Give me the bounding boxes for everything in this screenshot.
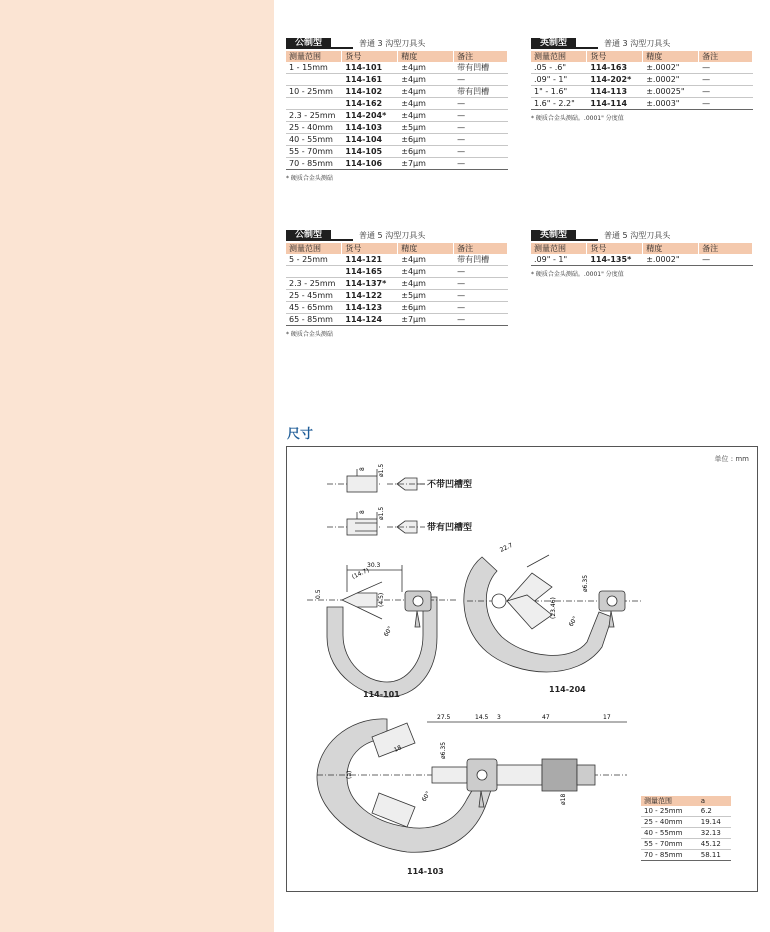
type-tag: 公制型	[286, 230, 331, 241]
a-dimension-table	[641, 796, 731, 861]
code-cell: 114-123	[342, 302, 398, 314]
divider	[576, 239, 598, 241]
table-row	[286, 122, 508, 134]
remark-cell: —	[454, 74, 508, 86]
range-cell	[286, 74, 342, 86]
dim-label: (14.7)	[350, 566, 371, 581]
a-value-cell: 6.2	[698, 806, 731, 817]
type-tag: 英制型	[531, 38, 576, 49]
accuracy-cell: ±4μm	[398, 98, 454, 110]
accuracy-cell: ±4μm	[398, 86, 454, 98]
accuracy-cell: ±.0002"	[643, 74, 699, 86]
accuracy-cell: ±4μm	[398, 74, 454, 86]
range-cell: 45 - 65mm	[286, 302, 342, 314]
column-header: a	[698, 796, 731, 806]
code-cell: 114-121	[342, 254, 398, 266]
column-header: 备注	[454, 51, 508, 62]
range-cell: 25 - 40mm	[641, 817, 698, 828]
code-cell: 114-104	[342, 134, 398, 146]
type-tag: 公制型	[286, 38, 331, 49]
range-cell: 40 - 55mm	[286, 134, 342, 146]
remark-cell: —	[454, 98, 508, 110]
a-value-cell: 45.12	[698, 839, 731, 850]
remark-cell: 带有凹槽	[454, 254, 508, 266]
model-label: 114-101	[363, 690, 400, 699]
table-header-row	[286, 243, 508, 254]
column-header: 测量范围	[641, 796, 698, 806]
dim-label: 30.3	[367, 562, 381, 569]
range-cell: 65 - 85mm	[286, 314, 342, 326]
a-value-cell: 32.13	[698, 828, 731, 839]
a-value-cell: 58.11	[698, 850, 731, 861]
anvil-groove-icon	[327, 512, 425, 535]
table-row	[531, 74, 753, 86]
accuracy-cell: ±6μm	[398, 134, 454, 146]
a-value-cell: 19.14	[698, 817, 731, 828]
range-cell: .09" - 1"	[531, 74, 587, 86]
no-groove-label: 不带凹槽型	[427, 480, 473, 490]
remark-cell: —	[699, 74, 753, 86]
column-header: 测量范围	[531, 51, 587, 62]
code-cell: 114-102	[342, 86, 398, 98]
range-cell: 10 - 25mm	[286, 86, 342, 98]
dim-label: 14.5	[475, 714, 489, 721]
remark-cell: —	[454, 134, 508, 146]
dim-label: 60°	[567, 615, 580, 628]
range-cell: 10 - 25mm	[641, 806, 698, 817]
range-cell: 70 - 85mm	[641, 850, 698, 861]
table-subtitle: 普通 5 沟型刀具头	[359, 231, 426, 240]
table-header-row	[641, 796, 731, 806]
remark-cell: —	[454, 146, 508, 158]
column-header: 测量范围	[286, 243, 342, 254]
table-header-row	[531, 243, 753, 254]
range-cell: 2.3 - 25mm	[286, 110, 342, 122]
accuracy-cell: ±.00025"	[643, 86, 699, 98]
column-header: 精度	[398, 243, 454, 254]
metric-5-flute-block	[286, 230, 508, 338]
table-row	[641, 806, 731, 817]
dim-label: 17	[603, 714, 611, 721]
range-cell: 2.3 - 25mm	[286, 278, 342, 290]
column-header: 货号	[587, 51, 643, 62]
metric-3-flute-block	[286, 38, 508, 182]
groove-label: 带有凹槽型	[427, 523, 473, 533]
range-cell: 1 - 15mm	[286, 62, 342, 74]
divider	[576, 47, 598, 49]
remark-cell: 带有凹槽	[454, 86, 508, 98]
code-cell: 114-113	[587, 86, 643, 98]
table-subtitle: 普通 3 沟型刀具头	[604, 39, 671, 48]
accuracy-cell: ±7μm	[398, 158, 454, 170]
table-row	[286, 134, 508, 146]
table-row	[531, 254, 753, 266]
table-row	[286, 62, 508, 74]
model-label: 114-103	[407, 867, 444, 876]
code-cell: 114-137*	[342, 278, 398, 290]
range-cell: 5 - 25mm	[286, 254, 342, 266]
table-row	[641, 817, 731, 828]
accuracy-cell: ±5μm	[398, 290, 454, 302]
dim-label: (23.46)	[550, 597, 557, 619]
table-row	[286, 278, 508, 290]
table-row	[286, 266, 508, 278]
dim-label: 8	[359, 467, 366, 471]
column-header: 货号	[342, 243, 398, 254]
code-cell: 114-103	[342, 122, 398, 134]
inch-5-flute-block	[531, 230, 753, 278]
code-cell: 114-165	[342, 266, 398, 278]
table-subtitle: 普通 5 沟型刀具头	[604, 231, 671, 240]
remark-cell: —	[454, 110, 508, 122]
column-header: 测量范围	[286, 51, 342, 62]
column-header: 精度	[643, 243, 699, 254]
accuracy-cell: ±4μm	[398, 110, 454, 122]
table-row	[286, 110, 508, 122]
code-cell: 114-101	[342, 62, 398, 74]
dim-label: 18	[392, 744, 403, 754]
accuracy-cell: ±.0002"	[643, 254, 699, 266]
type-tag: 英制型	[531, 230, 576, 241]
accuracy-cell: ±4μm	[398, 278, 454, 290]
table-header-row	[286, 51, 508, 62]
remark-cell: —	[454, 278, 508, 290]
table-footnote: * 硬质合金头测砧。.0001" 分度值	[531, 115, 624, 122]
range-cell: 1" - 1.6"	[531, 86, 587, 98]
column-header: 备注	[454, 243, 508, 254]
micrometer-114-103-icon	[317, 719, 627, 852]
dim-label: 27.5	[437, 714, 451, 721]
column-header: 精度	[643, 51, 699, 62]
accuracy-cell: ±6μm	[398, 302, 454, 314]
range-cell: .05 - .6"	[531, 62, 587, 74]
table-row	[641, 839, 731, 850]
column-header: 备注	[699, 51, 753, 62]
remark-cell: —	[454, 122, 508, 134]
remark-cell: —	[454, 290, 508, 302]
table-row	[641, 850, 731, 861]
remark-cell: —	[699, 254, 753, 266]
accuracy-cell: ±4μm	[398, 62, 454, 74]
dim-label: (4.5)	[378, 592, 385, 607]
table-header-row	[531, 51, 753, 62]
code-cell: 114-106	[342, 158, 398, 170]
unit-label: 单位 : mm	[714, 455, 749, 463]
table-row	[286, 254, 508, 266]
range-cell: .09" - 1"	[531, 254, 587, 266]
dim-label: 8	[359, 510, 366, 514]
column-header: 精度	[398, 51, 454, 62]
table-row	[286, 146, 508, 158]
remark-cell: —	[699, 86, 753, 98]
code-cell: 114-204*	[342, 110, 398, 122]
range-cell	[286, 98, 342, 110]
table-row	[286, 158, 508, 170]
table-row	[286, 290, 508, 302]
inch-3-flute-block	[531, 38, 753, 122]
code-cell: 114-202*	[587, 74, 643, 86]
accuracy-cell: ±.0002"	[643, 62, 699, 74]
accuracy-cell: ±7μm	[398, 314, 454, 326]
side-panel	[0, 0, 274, 932]
accuracy-cell: ±4μm	[398, 254, 454, 266]
anvil-no-groove-icon	[327, 469, 425, 492]
range-cell: 70 - 85mm	[286, 158, 342, 170]
table-subtitle: 普通 3 沟型刀具头	[359, 39, 426, 48]
code-cell: 114-105	[342, 146, 398, 158]
remark-cell: —	[699, 62, 753, 74]
column-header: 测量范围	[531, 243, 587, 254]
range-cell: 55 - 70mm	[641, 839, 698, 850]
table-row	[531, 62, 753, 74]
table-row	[286, 314, 508, 326]
table-row	[286, 74, 508, 86]
table-row	[531, 98, 753, 110]
dim-label: ø6.35	[440, 741, 447, 759]
remark-cell: —	[454, 314, 508, 326]
accuracy-cell: ±6μm	[398, 146, 454, 158]
micrometer-114-101-icon	[307, 565, 457, 697]
column-header: 货号	[587, 243, 643, 254]
accuracy-cell: ±5μm	[398, 122, 454, 134]
code-cell: 114-161	[342, 74, 398, 86]
table-footnote: * 硬质合金头测砧。.0001" 分度值	[531, 271, 624, 278]
code-cell: 114-114	[587, 98, 643, 110]
dim-label: 47	[542, 714, 550, 721]
column-header: 备注	[699, 243, 753, 254]
divider	[331, 47, 353, 49]
dim-label: ø6.35	[582, 574, 589, 592]
code-cell: 114-122	[342, 290, 398, 302]
table-row	[641, 828, 731, 839]
accuracy-cell: ±.0003"	[643, 98, 699, 110]
remark-cell: 带有凹槽	[454, 62, 508, 74]
code-cell: 114-124	[342, 314, 398, 326]
remark-cell: —	[454, 266, 508, 278]
accuracy-cell: ±4μm	[398, 266, 454, 278]
range-cell: 1.6" - 2.2"	[531, 98, 587, 110]
remark-cell: —	[454, 158, 508, 170]
remark-cell: —	[454, 302, 508, 314]
divider	[331, 239, 353, 241]
dim-label: 60°	[382, 625, 395, 638]
spec-table	[531, 243, 753, 266]
dim-label: ø18	[560, 793, 567, 805]
dim-label: 3	[497, 714, 501, 721]
dim-label: (a)	[346, 770, 353, 779]
remark-cell: —	[699, 98, 753, 110]
range-cell: 25 - 40mm	[286, 122, 342, 134]
range-cell: 55 - 70mm	[286, 146, 342, 158]
model-label: 114-204	[549, 685, 586, 694]
spec-table	[286, 51, 508, 170]
table-row	[286, 98, 508, 110]
code-cell: 114-135*	[587, 254, 643, 266]
dim-label: ø1.5	[378, 463, 385, 477]
spec-table	[531, 51, 753, 110]
table-row	[531, 86, 753, 98]
code-cell: 114-163	[587, 62, 643, 74]
code-cell: 114-162	[342, 98, 398, 110]
range-cell: 25 - 45mm	[286, 290, 342, 302]
table-row	[286, 302, 508, 314]
range-cell: 40 - 55mm	[641, 828, 698, 839]
dim-label: 22.7	[498, 541, 514, 554]
table-footnote: * 硬质合金头测砧	[286, 175, 333, 182]
dimensions-drawing-frame	[286, 446, 758, 892]
dim-label: ø1.5	[378, 506, 385, 520]
table-footnote: * 硬质合金头测砧	[286, 331, 333, 338]
column-header: 货号	[342, 51, 398, 62]
dim-label: 60°	[420, 790, 433, 803]
spec-table	[286, 243, 508, 326]
dimensions-title: 尺寸	[287, 427, 314, 442]
dim-label: 0.5	[315, 589, 322, 599]
range-cell	[286, 266, 342, 278]
table-row	[286, 86, 508, 98]
